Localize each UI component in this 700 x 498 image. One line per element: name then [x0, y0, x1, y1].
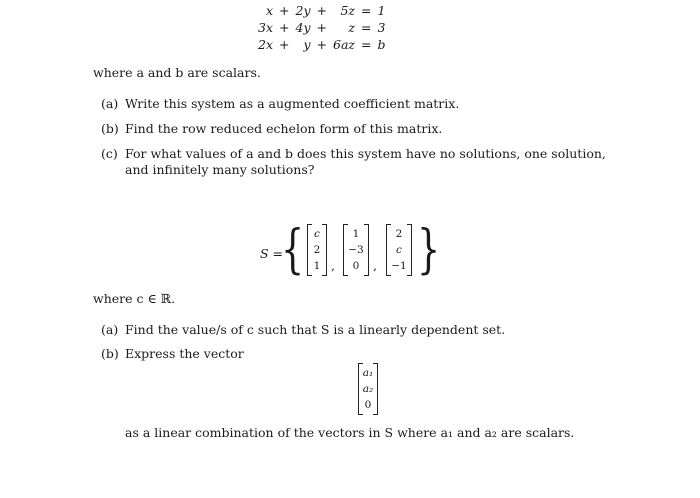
question-c-text-cont: and infinitely many solutions?: [125, 162, 315, 177]
vector-entry: 1: [313, 260, 321, 272]
question-a-text: Write this system as a augmented coefficient matrix.: [125, 96, 460, 111]
vector-entry: −3: [348, 244, 364, 256]
vector-entry: 2: [395, 228, 403, 240]
separator: ,: [373, 258, 377, 273]
operator: +: [316, 20, 327, 35]
question-b2-text: Express the vector: [125, 346, 244, 361]
operator: +: [279, 3, 290, 18]
equals: =: [361, 3, 372, 18]
term: z: [348, 20, 355, 35]
question-a2-text: Find the value/s of c such that S is a linearly dependent set.: [125, 322, 506, 337]
vector-entry: a₁: [362, 367, 374, 379]
question-b-label: (b): [101, 121, 119, 136]
c-domain-note: where c ∈ ℝ.: [93, 291, 176, 306]
vector-3: [386, 224, 412, 276]
target-vector: [358, 363, 378, 415]
vector-entry: c: [396, 244, 402, 256]
left-brace: {: [280, 220, 305, 280]
term: 2x: [258, 37, 274, 52]
equals: =: [361, 20, 372, 35]
scalars-note: where a and b are scalars.: [93, 65, 261, 80]
vector-entry: 1: [352, 228, 360, 240]
operator: +: [279, 37, 290, 52]
linear-combination-note: as a linear combination of the vectors in S where a₁ and a₂ are scalars.: [125, 425, 575, 440]
operator: +: [279, 20, 290, 35]
term: 5z: [340, 3, 355, 18]
term: 6az: [333, 37, 355, 52]
equation-row: [255, 2, 389, 19]
term: y: [303, 37, 311, 52]
term: x: [265, 3, 274, 18]
vector-entry: 0: [364, 399, 372, 411]
rhs: 3: [377, 20, 386, 35]
right-brace: }: [416, 220, 441, 280]
equation-system: [255, 2, 389, 53]
term: 3x: [258, 20, 274, 35]
vector-entry: c: [314, 228, 320, 240]
vector-1: [307, 224, 327, 276]
question-c-label: (c): [101, 146, 118, 161]
question-b2-label: (b): [101, 346, 119, 361]
term: 4y: [295, 20, 311, 35]
vector-entry: −1: [391, 260, 407, 272]
equals: =: [361, 37, 372, 52]
vector-entry: 2: [313, 244, 321, 256]
set-lhs: S =: [260, 246, 284, 261]
operator: +: [316, 3, 327, 18]
vector-2: [343, 224, 369, 276]
equation-row: [255, 19, 389, 36]
equation-row: [255, 36, 389, 53]
operator: +: [316, 37, 327, 52]
separator: ,: [331, 258, 335, 273]
vector-entry: 0: [352, 260, 360, 272]
rhs: b: [377, 37, 386, 52]
term: 2y: [295, 3, 311, 18]
vector-entry: a₂: [362, 383, 374, 395]
question-a2-label: (a): [101, 322, 119, 337]
question-b-text: Find the row reduced echelon form of this matrix.: [125, 121, 443, 136]
question-c-text: For what values of a and b does this system have no solutions, one solution,: [125, 146, 606, 161]
rhs: 1: [377, 3, 386, 18]
question-a-label: (a): [101, 96, 119, 111]
